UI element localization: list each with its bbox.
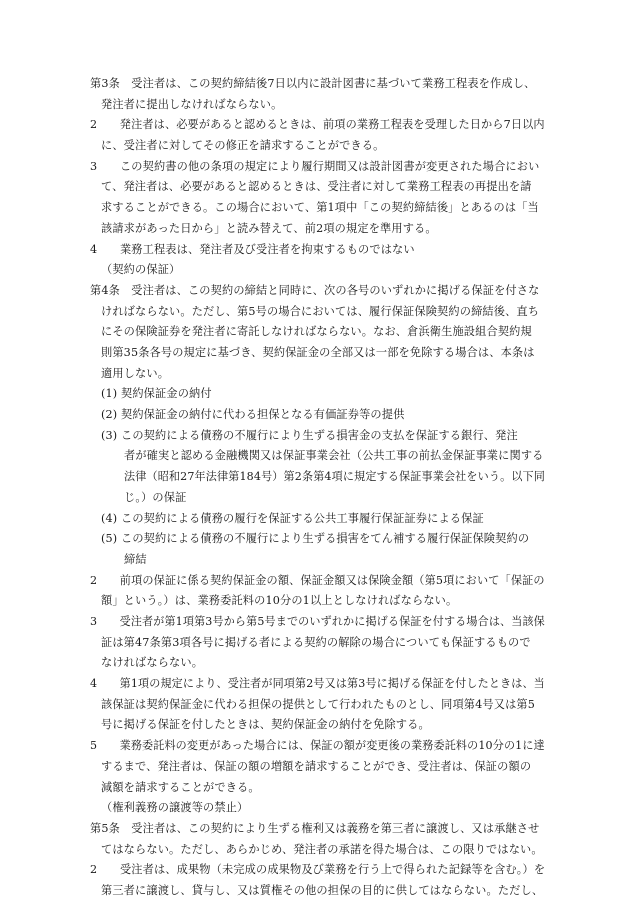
text-line: するまで、発注者は、保証の額の増額を請求することができ、受注者は、保証の額の — [101, 759, 532, 773]
text-line: 額」という。）は、業務委託料の10分の1以上としなければならない。 — [101, 594, 458, 608]
text-line: 2 受注者は、成果物（未完成の成果物及び業務を行う上で得られた記録等を含む。）を — [90, 863, 546, 877]
list-item: (2) 契約保証金の納付に代わる担保となる有価証券等の提供 — [101, 408, 405, 422]
text-line: にその保険証券を発注者に寄託しなければならない。なお、倉浜衛生施設組合契約規 — [101, 325, 532, 339]
text-line: て、発注者は、必要があると認めるときは、受注者に対して業務工程表の再提出を請 — [101, 180, 532, 194]
text-line: 2 前項の保証に係る契約保証金の額、保証金額又は保険金額（第5項において「保証の — [90, 573, 545, 587]
text-line: てはならない。ただし、あらかじめ、発注者の承諾を得た場合は、この限りではない。 — [101, 842, 543, 856]
text-line: 則第35条各号の規定に基づき、契約保証金の全部又は一部を免除する場合は、本条は — [101, 346, 535, 359]
text-line: 該請求があった日から」と読み替えて、前2項の規定を準用する。 — [101, 221, 437, 235]
text-line: 3 この契約書の他の条項の規定により履行期間又は設計図書が変更された場合におい — [90, 159, 540, 173]
text-line: 者が確実と認める金融機関又は保証事業会社（公共工事の前払金保証事業に関する — [124, 449, 544, 463]
text-line: 号に掲げる保証を付したときは、契約保証金の納付を免除する。 — [101, 718, 430, 732]
text-line: 求することができる。この場合において、第1項中「この契約締結後」とあるのは「当 — [101, 201, 539, 215]
list-item: (1) 契約保証金の納付 — [101, 387, 212, 401]
list-item: (4) この契約による債務の履行を保証する公共工事履行保証証券による保証 — [101, 511, 484, 525]
text-line: ければならない。ただし、第5号の場合においては、履行保証保険契約の締結後、直ち — [101, 304, 540, 318]
list-item: (3) この契約による債務の不履行により生ずる損害金の支払を保証する銀行、発注 — [101, 428, 518, 442]
text-line: 4 業務工程表は、発注者及び受注者を拘束するものではない — [90, 242, 415, 256]
text-line: 適用しない。 — [101, 366, 170, 380]
section-heading: （契約の保証） — [101, 263, 181, 277]
text-line: 発注者に提出しなければならない。 — [101, 97, 283, 111]
text-line: なければならない。 — [101, 656, 204, 670]
text-line: 法律（昭和27年法律第184号）第2条第4項に規定する保証事業会社をいう。以下同 — [124, 470, 546, 484]
text-line: 2 発注者は、必要があると認めるときは、前項の業務工程表を受理した日から7日以内 — [90, 118, 545, 132]
section-heading: （権利義務の譲渡等の禁止） — [101, 801, 249, 815]
text-line: 第三者に譲渡し、貸与し、又は質権その他の担保の目的に供してはならない。ただし、 — [101, 884, 544, 897]
text-line: じ。）の保証 — [124, 490, 187, 504]
text-line: 5 業務委託料の変更があった場合には、保証の額が変更後の業務委託料の10分の1に達 — [90, 739, 545, 753]
text-line: 第5条 受注者は、この契約により生ずる権利又は義務を第三者に譲渡し、又は承継させ — [90, 821, 540, 835]
text-line: 締結 — [124, 552, 147, 566]
text-line: 第3条 受注者は、この契約締結後7日以内に設計図書に基づいて業務工程表を作成し、 — [90, 77, 536, 90]
text-line: 該保証は契約保証金に代わる担保の提供として行われたものとし、同項第4号又は第5 — [101, 697, 536, 711]
text-line: 第4条 受注者は、この契約の締結と同時に、次の各号のいずれかに掲げる保証を付さな — [90, 283, 540, 297]
text-line: 減額を請求することができる。 — [101, 780, 260, 794]
text-line: 3 受注者が第1項第3号から第5号までのいずれかに掲げる保証を付する場合は、当該保 — [90, 615, 545, 628]
text-line: に、受注者に対してその修正を請求することができる。 — [101, 139, 385, 153]
list-item: (5) この契約による債務の不履行により生ずる損害をてん補する履行保証保険契約の — [101, 532, 530, 546]
text-line: 4 第1項の規定により、受注者が同項第2号又は第3号に掲げる保証を付したときは、当 — [90, 677, 545, 691]
text-line: 証は第47条第3項各号に掲げる者による契約の解除の場合についても保証するもので — [101, 635, 531, 649]
